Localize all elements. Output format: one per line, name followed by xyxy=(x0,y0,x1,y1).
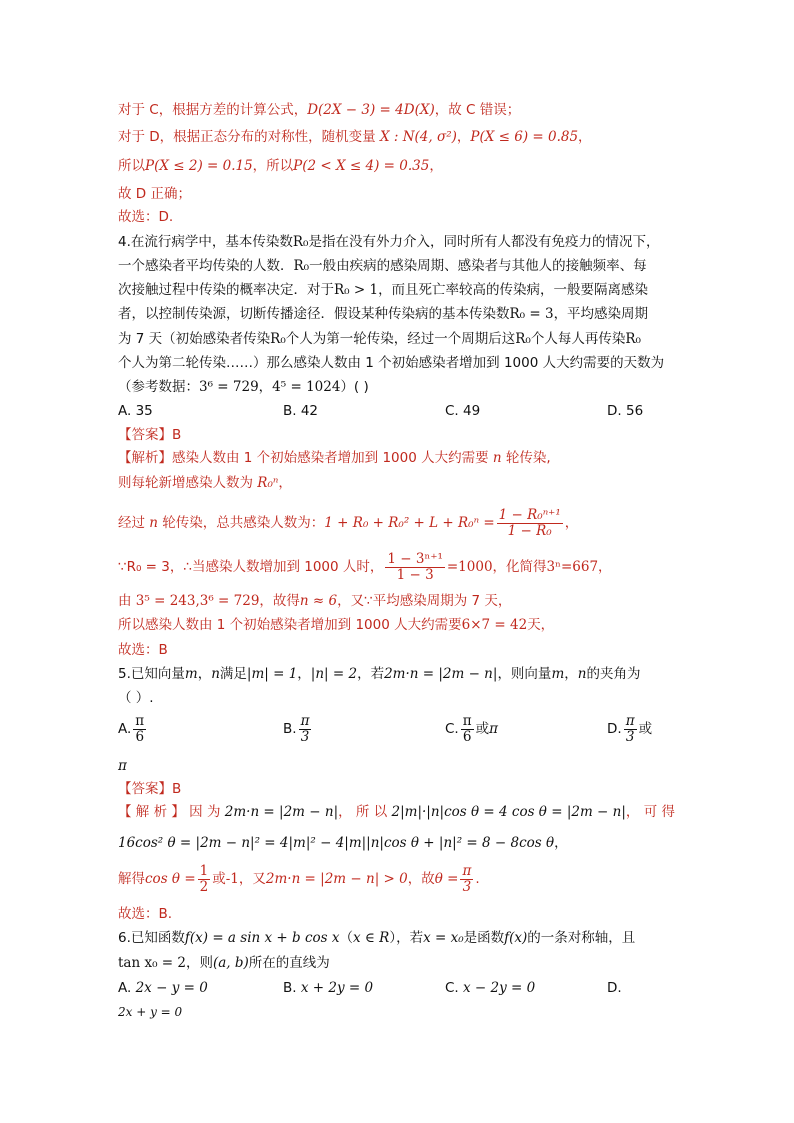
q6-option-c[interactable] xyxy=(445,978,535,998)
formula: R₀ = 3 xyxy=(509,306,554,322)
formula: n xyxy=(577,666,587,682)
text: （ xyxy=(339,930,353,946)
text: 天， xyxy=(527,617,555,633)
numerator: π xyxy=(625,712,635,729)
q6-option-d-wrap xyxy=(118,1002,182,1022)
numerator: π xyxy=(135,712,145,729)
text: 由 xyxy=(118,593,132,609)
formula: D(2X − 3) = 4D(X) xyxy=(307,102,435,118)
fraction xyxy=(198,864,211,895)
text: ，又∵平均感染周期为 7 天， xyxy=(337,593,512,609)
fraction xyxy=(385,552,444,583)
text: 个人每人再传染 xyxy=(530,331,626,347)
denominator: 1 − 3 xyxy=(396,566,434,583)
text: ， 可 得 xyxy=(625,804,675,820)
formula: R₀ xyxy=(292,234,309,250)
option-label: B. xyxy=(283,721,297,737)
formula: (a, b) xyxy=(212,955,249,971)
text: 轮传染, xyxy=(505,450,551,466)
q5-stem-1 xyxy=(118,664,640,684)
text: 的一条对称轴，且 xyxy=(527,930,636,946)
numerator: 1 − R₀ⁿ⁺¹ xyxy=(498,506,561,523)
text: ，故得 xyxy=(259,593,300,609)
text: 轮传染，总共感染人数为： xyxy=(162,515,325,531)
q4-exp-6 xyxy=(118,615,554,635)
text: 【答案】B xyxy=(118,427,182,443)
q4-option-d[interactable] xyxy=(607,401,643,421)
text: ，则向量 xyxy=(497,666,552,682)
text: ，又 xyxy=(238,871,266,887)
option-label: C. xyxy=(445,721,459,737)
numerator: π xyxy=(462,712,472,729)
q4-exp-5 xyxy=(118,591,511,611)
text: ，若 xyxy=(357,666,385,682)
formula: R₀ xyxy=(625,331,641,347)
q3-choice xyxy=(118,207,173,227)
q3-d-analysis-2 xyxy=(118,156,443,176)
q5-choice xyxy=(118,904,172,924)
text: 或 xyxy=(475,721,490,737)
q5-option-d[interactable] xyxy=(607,712,652,746)
formula: cos θ = xyxy=(145,871,196,887)
formula: 16cos² θ = |2m − n|² = 4|m|² − 4|m||n|cos θ + |n|² = 8 − 8cos θ xyxy=(118,835,555,851)
text: 或 xyxy=(638,721,653,737)
formula: θ = xyxy=(434,871,459,887)
q4-stem-5 xyxy=(118,329,641,349)
q5-exp-3 xyxy=(118,862,480,896)
numerator: π xyxy=(300,712,310,729)
text: 对于 D，根据正态分布的对称性，随机变量 xyxy=(118,129,376,145)
option-label: D. 56 xyxy=(607,403,644,419)
formula: m xyxy=(551,666,565,682)
text: 所以 xyxy=(118,158,145,174)
q3-d-conclusion xyxy=(118,184,191,204)
option-label: D. xyxy=(607,980,622,996)
q3-c-analysis xyxy=(118,100,520,120)
formula: 2m·n = |2m − n| > 0 xyxy=(265,871,408,887)
q6-option-b[interactable] xyxy=(283,978,373,998)
text: ， xyxy=(278,475,292,491)
text: 一个感染者平均传染的人数． xyxy=(118,258,294,274)
q4-exp-4 xyxy=(118,550,612,584)
formula: n xyxy=(149,515,158,531)
denominator: 3 xyxy=(625,728,635,745)
q5-option-c[interactable] xyxy=(445,712,498,746)
formula: R₀ xyxy=(293,258,310,274)
text: 所在的直线为 xyxy=(248,955,330,971)
q6-option-a[interactable] xyxy=(118,978,208,998)
formula: |n| = 2 xyxy=(310,666,358,682)
formula: P(2 < X ≤ 4) = 0.35 xyxy=(293,158,430,174)
formula: -1 xyxy=(225,871,239,887)
text: 所以感染人数由 1 个初始感染者增加到 1000 人大约需要 xyxy=(118,617,462,633)
formula: π xyxy=(118,758,127,774)
q4-choice xyxy=(118,640,168,660)
text: ， xyxy=(297,666,311,682)
text: ， xyxy=(554,835,568,851)
formula: 2|m|·|n|cos θ = 4 cos θ = |2m − n| xyxy=(391,804,626,820)
q4-exp-1 xyxy=(118,448,551,468)
q5-option-b[interactable] xyxy=(283,712,313,746)
text: 6.已知函数 xyxy=(118,930,185,946)
formula: |m| = 1 xyxy=(246,666,298,682)
formula: m xyxy=(184,666,198,682)
text: ， xyxy=(197,666,212,682)
formula: 4⁵ = 1024 xyxy=(272,379,341,395)
q4-answer xyxy=(118,425,181,445)
text: 一般由疾病的感染周期、感染者与其他人的接触频率、每 xyxy=(309,258,647,274)
text: . xyxy=(475,871,480,887)
q4-stem-3 xyxy=(118,280,648,300)
q4-option-b[interactable] xyxy=(283,401,318,421)
option-label: C. 49 xyxy=(445,403,481,419)
text: ，平均感染周期 xyxy=(553,306,649,322)
text: ，则 xyxy=(185,955,213,971)
text: 故选：D. xyxy=(118,209,174,225)
fraction xyxy=(497,508,563,539)
denominator: 3 xyxy=(462,878,472,895)
formula: P(X ≤ 6) = 0.85 xyxy=(470,129,579,145)
text: ， xyxy=(429,158,443,174)
q3-d-analysis xyxy=(118,127,592,147)
denominator: 6 xyxy=(462,728,472,745)
option-label: D. xyxy=(607,721,622,737)
option-label: B. xyxy=(283,980,297,996)
text: ， 所 以 xyxy=(338,804,388,820)
q4-stem-2 xyxy=(118,256,647,276)
text: （ ）. xyxy=(118,690,154,706)
formula: f(x) = a sin x + b cos x xyxy=(184,930,340,946)
text: 次接触过程中传染的概率决定．对于 xyxy=(118,282,334,298)
text: 【答案】B xyxy=(118,781,182,797)
q5-option-d-wrap xyxy=(118,756,127,776)
option-label: C. xyxy=(445,980,459,996)
text: 或 xyxy=(212,871,226,887)
numerator: 1 − 3ⁿ⁺¹ xyxy=(387,550,443,567)
denominator: 3 xyxy=(300,728,310,745)
formula: R₀ > 1 xyxy=(334,282,379,298)
text: 5.已知向量 xyxy=(118,666,185,682)
numerator: π xyxy=(462,862,472,879)
text: ， xyxy=(564,515,579,531)
text: 为 7 天（初始感染者传染 xyxy=(118,331,271,347)
numerator: 1 xyxy=(199,862,209,879)
formula: f(x) xyxy=(504,930,528,946)
q4-exp-3 xyxy=(118,506,578,540)
formula: x + 2y = 0 xyxy=(300,980,374,996)
formula: π xyxy=(489,721,498,737)
fraction xyxy=(461,714,474,745)
fraction xyxy=(133,714,146,745)
text: 个人为第一轮传染，经过一个周期后这 xyxy=(285,331,516,347)
text: ， xyxy=(564,666,578,682)
text: ，故 C 错误； xyxy=(434,102,521,118)
text: ， xyxy=(456,129,471,145)
q5-exp-1 xyxy=(118,802,675,822)
text: 解得 xyxy=(118,871,145,887)
option-label: A. 35 xyxy=(118,403,153,419)
option-label: A. xyxy=(118,721,132,737)
text: （参考数据： xyxy=(118,379,199,395)
text: ，所以 xyxy=(252,158,294,174)
q5-answer xyxy=(118,779,181,799)
q6-stem-1 xyxy=(118,928,635,948)
q5-stem-2 xyxy=(118,688,154,708)
text: ， xyxy=(598,559,612,575)
text: 对于 C，根据方差的计算公式， xyxy=(118,102,308,118)
formula: =1000 xyxy=(446,559,493,575)
formula: R₀ⁿ xyxy=(257,475,279,491)
text: 个人为第二轮传染……）那么感染人数由 1 个初始感染者增加到 1000 人大约需要的天数为 xyxy=(118,355,665,371)
text: ）( ) xyxy=(340,379,369,395)
formula: R₀ xyxy=(515,331,531,347)
text: ， xyxy=(578,129,592,145)
text: 【 解 析 】 因 为 xyxy=(118,804,221,820)
denominator: 6 xyxy=(135,728,145,745)
q4-option-a[interactable] xyxy=(118,401,153,421)
text: ， xyxy=(258,379,273,395)
text: 4.在流行病学中，基本传染数 xyxy=(118,234,293,250)
text: ，化简得 xyxy=(492,559,547,575)
q6-stem-2 xyxy=(118,953,330,973)
q4-option-c[interactable] xyxy=(445,401,480,421)
text: ，故 xyxy=(407,871,435,887)
text: 则每轮新增感染人数为 xyxy=(118,475,253,491)
formula: x = x₀ xyxy=(423,930,464,946)
formula: 3⁵ = 243,3⁶ = 729 xyxy=(135,593,260,609)
formula: 2x − y = 0 xyxy=(135,980,208,996)
formula: 6×7 = 42 xyxy=(461,617,528,633)
q4-stem-6 xyxy=(118,353,664,373)
option-label: B. 42 xyxy=(283,403,319,419)
q4-stem-4 xyxy=(118,304,648,324)
denominator: 2 xyxy=(199,878,209,895)
formula: 3⁶ = 729 xyxy=(199,379,259,395)
formula: P(X ≤ 2) = 0.15 xyxy=(145,158,253,174)
text: 故 D 正确； xyxy=(118,186,191,202)
formula: 1 + R₀ + R₀² + L + R₀ⁿ = xyxy=(324,515,495,531)
option-label: A. xyxy=(118,980,132,996)
formula: 2m·n = |2m − n| xyxy=(384,666,498,682)
formula: 2m·n = |2m − n| xyxy=(224,804,339,820)
formula: 2x + y = 0 xyxy=(118,1005,183,1019)
text: 是指在没有外力介入，同时所有人都没有免疫力的情况下， xyxy=(308,234,660,250)
text: 经过 xyxy=(118,515,145,531)
text: 【解析】感染人数由 1 个初始感染者增加到 1000 人大约需要 xyxy=(118,450,489,466)
formula: x − 2y = 0 xyxy=(463,980,536,996)
formula: X : N(4, σ²) xyxy=(379,129,457,145)
formula: R₀ xyxy=(270,331,286,347)
denominator: 1 − R₀ xyxy=(507,522,552,539)
formula: n ≈ 6 xyxy=(299,593,338,609)
text: ），若 xyxy=(389,930,424,946)
text: 故选：B xyxy=(118,642,168,658)
text: ，而且死亡率较高的传染病，一般要隔离感染 xyxy=(378,282,649,298)
formula: x ∈ R xyxy=(352,930,390,946)
q4-stem-1 xyxy=(118,232,659,252)
text: 者，以控制传染源，切断传播途径．假设某种传染病的基本传染数 xyxy=(118,306,510,322)
text: 满足 xyxy=(219,666,247,682)
q4-stem-7 xyxy=(118,377,369,397)
fraction xyxy=(299,714,312,745)
formula: 3ⁿ=667 xyxy=(546,559,599,575)
text: 的夹角为 xyxy=(586,666,641,682)
fraction xyxy=(624,714,637,745)
q5-exp-2 xyxy=(118,833,568,853)
text: ∵R₀ = 3，∴当感染人数增加到 1000 人时， xyxy=(118,559,384,575)
q5-option-a[interactable] xyxy=(118,712,148,746)
formula: n xyxy=(211,666,220,682)
formula: n xyxy=(492,450,502,466)
fraction xyxy=(460,864,473,895)
q6-option-d[interactable] xyxy=(607,978,622,998)
text: 故选：B. xyxy=(118,906,173,922)
q4-exp-2 xyxy=(118,473,292,493)
formula: tan x₀ = 2 xyxy=(118,955,186,971)
text: 是函数 xyxy=(463,930,505,946)
